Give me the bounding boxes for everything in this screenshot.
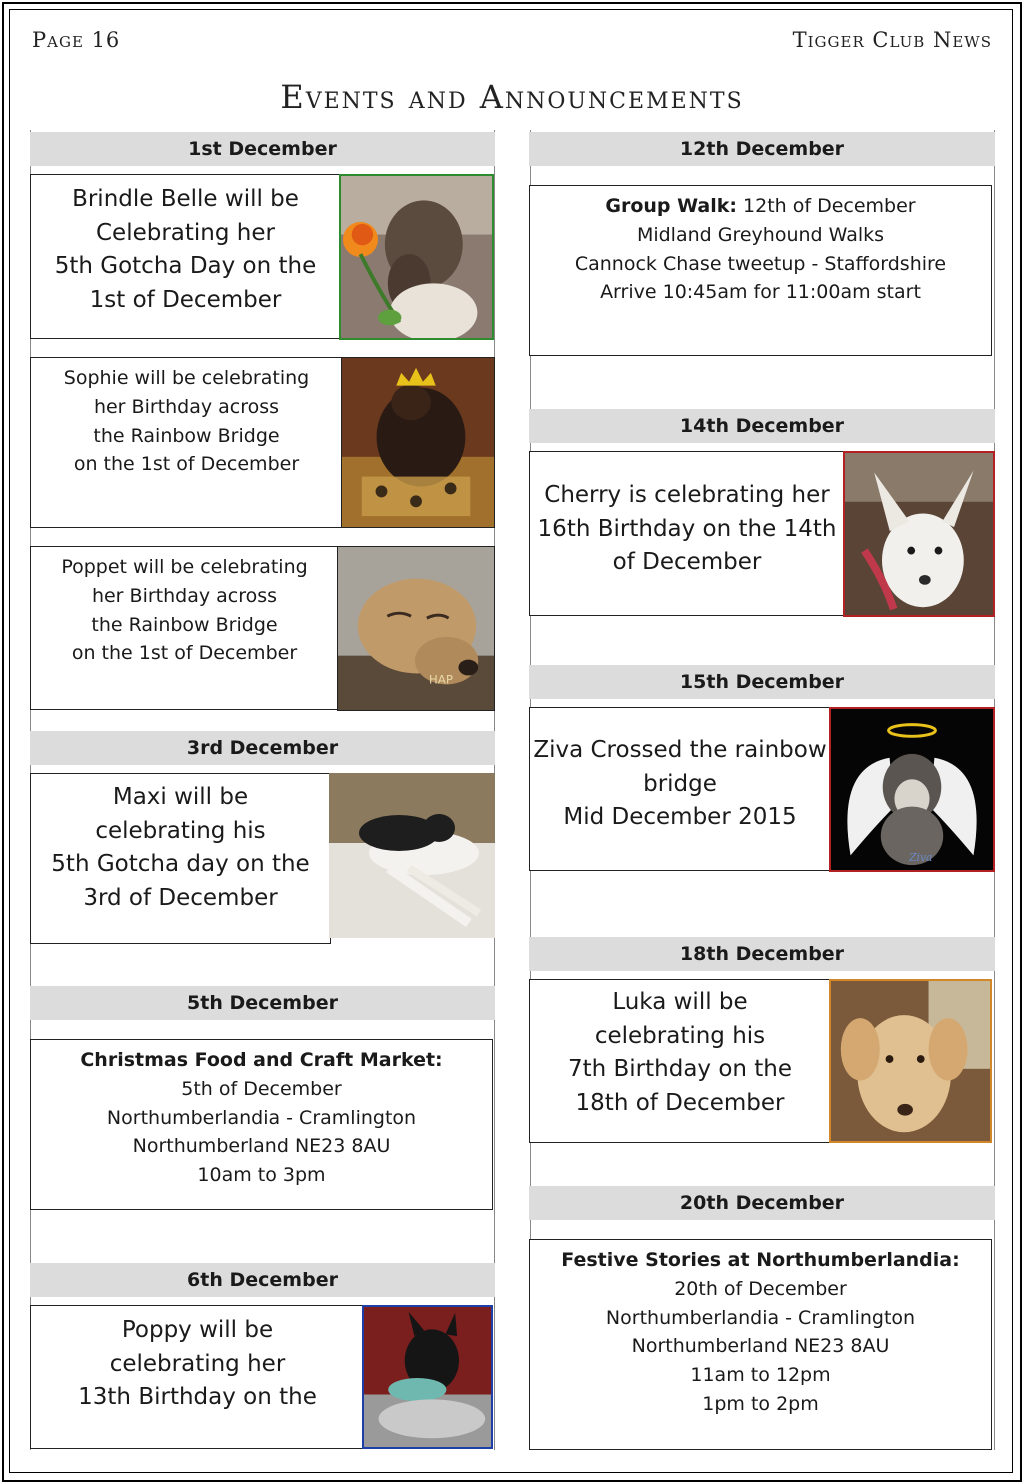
text-line: Cherry is celebrating her: [544, 482, 830, 508]
maxi-announcement: [30, 781, 331, 915]
group-walk-heading: [605, 192, 915, 221]
event-heading: Christmas Food and Craft Market:: [80, 1049, 443, 1071]
text-line: 16th Birthday on the 14th: [537, 515, 837, 542]
event-heading: Festive Stories at Northumberlandia:: [561, 1249, 960, 1271]
text-line: bridge: [643, 770, 717, 797]
text-line: celebrating her: [109, 1350, 286, 1377]
cherry-photo: [843, 451, 995, 617]
ziva-announcement: [529, 734, 831, 835]
text-line: Cannock Chase tweetup - Staffordshire: [574, 252, 947, 275]
event-date: 12th of December: [736, 195, 916, 217]
newsletter-name: Tigger Club News: [792, 28, 992, 52]
page-title: Events and Announcements: [280, 78, 744, 116]
text-line: her Birthday across: [93, 395, 280, 418]
text-line: Northumberlandia - Cramlington: [605, 1306, 916, 1329]
festive-stories-event: [529, 1246, 992, 1419]
poppy-photo: [362, 1305, 493, 1449]
text-line: 1pm to 2pm: [702, 1392, 819, 1415]
text-line: 18th of December: [575, 1089, 785, 1116]
text-line: celebrating his: [594, 1022, 766, 1049]
text-line: Northumberlandia - Cramlington: [106, 1106, 417, 1129]
event-label: Group Walk:: [605, 195, 737, 217]
date-header-1st-december: 1st December: [30, 132, 495, 166]
text-line: Midland Greyhound Walks: [636, 223, 885, 246]
text-line: 5th Gotcha day on the: [51, 851, 310, 877]
text-line: 5th Gotcha Day on the: [54, 253, 317, 279]
date-header-15th-december: 15th December: [529, 665, 995, 699]
text-line: Luka will be: [612, 989, 748, 1015]
text-line: 5th of December: [181, 1077, 342, 1100]
brindle-belle-photo: [339, 174, 494, 340]
date-header-20th-december: 20th December: [529, 1186, 995, 1220]
text-line: the Rainbow Bridge: [93, 424, 280, 447]
text-line: of December: [612, 549, 762, 575]
text-line: 3rd of December: [83, 884, 278, 911]
text-line: Northumberland NE23 8AU: [631, 1335, 890, 1358]
page-number: Page 16: [32, 28, 121, 52]
text-line: 20th of December: [674, 1277, 847, 1300]
text-line: 13th Birthday on the: [78, 1384, 317, 1410]
poppy-announcement: [30, 1314, 365, 1415]
sophie-announcement: [30, 364, 343, 479]
group-walk-event: [529, 192, 992, 307]
text-line: 1st of December: [89, 286, 282, 313]
luka-photo: [829, 979, 992, 1143]
text-line: Ziva Crossed the rainbow: [533, 737, 827, 763]
date-header-5th-december: 5th December: [30, 986, 495, 1020]
christmas-market-event: [30, 1046, 493, 1190]
text-line: Maxi will be: [112, 784, 249, 810]
date-header-12th-december: 12th December: [529, 132, 995, 166]
text-line: the Rainbow Bridge: [91, 613, 278, 636]
text-line: Mid December 2015: [563, 804, 797, 830]
maxi-photo: [329, 773, 495, 938]
date-header-6th-december: 6th December: [30, 1263, 495, 1297]
brindle-belle-announcement: [30, 183, 341, 317]
poppet-announcement: [30, 553, 339, 668]
text-line: Poppy will be: [121, 1317, 274, 1343]
photo-signature: Ziva: [909, 851, 933, 865]
text-line: Sophie will be celebrating: [63, 367, 310, 389]
text-line: Poppet will be celebrating: [61, 556, 308, 578]
text-line: 11am to 12pm: [690, 1364, 831, 1387]
text-line: 10am to 3pm: [197, 1164, 326, 1187]
text-line: on the 1st of December: [73, 453, 300, 476]
sophie-photo: [341, 357, 495, 528]
luka-announcement: [529, 986, 831, 1120]
text-line: Arrive 10:45am for 11:00am start: [600, 281, 921, 304]
date-header-14th-december: 14th December: [529, 409, 995, 443]
cherry-announcement: [529, 479, 845, 580]
text-line: Brindle Belle will be: [72, 186, 299, 212]
ziva-photo: [829, 707, 995, 872]
text-line: Celebrating her: [96, 219, 275, 246]
text-line: her Birthday across: [91, 584, 278, 607]
text-line: celebrating his: [95, 817, 266, 844]
text-line: 7th Birthday on the: [567, 1056, 793, 1082]
poppet-photo: [337, 546, 495, 711]
date-header-18th-december: 18th December: [529, 937, 995, 971]
text-line: on the 1st of December: [71, 642, 298, 665]
text-line: Northumberland NE23 8AU: [132, 1135, 391, 1158]
date-header-3rd-december: 3rd December: [30, 731, 495, 765]
photo-cushion-text: HAP: [428, 672, 453, 687]
